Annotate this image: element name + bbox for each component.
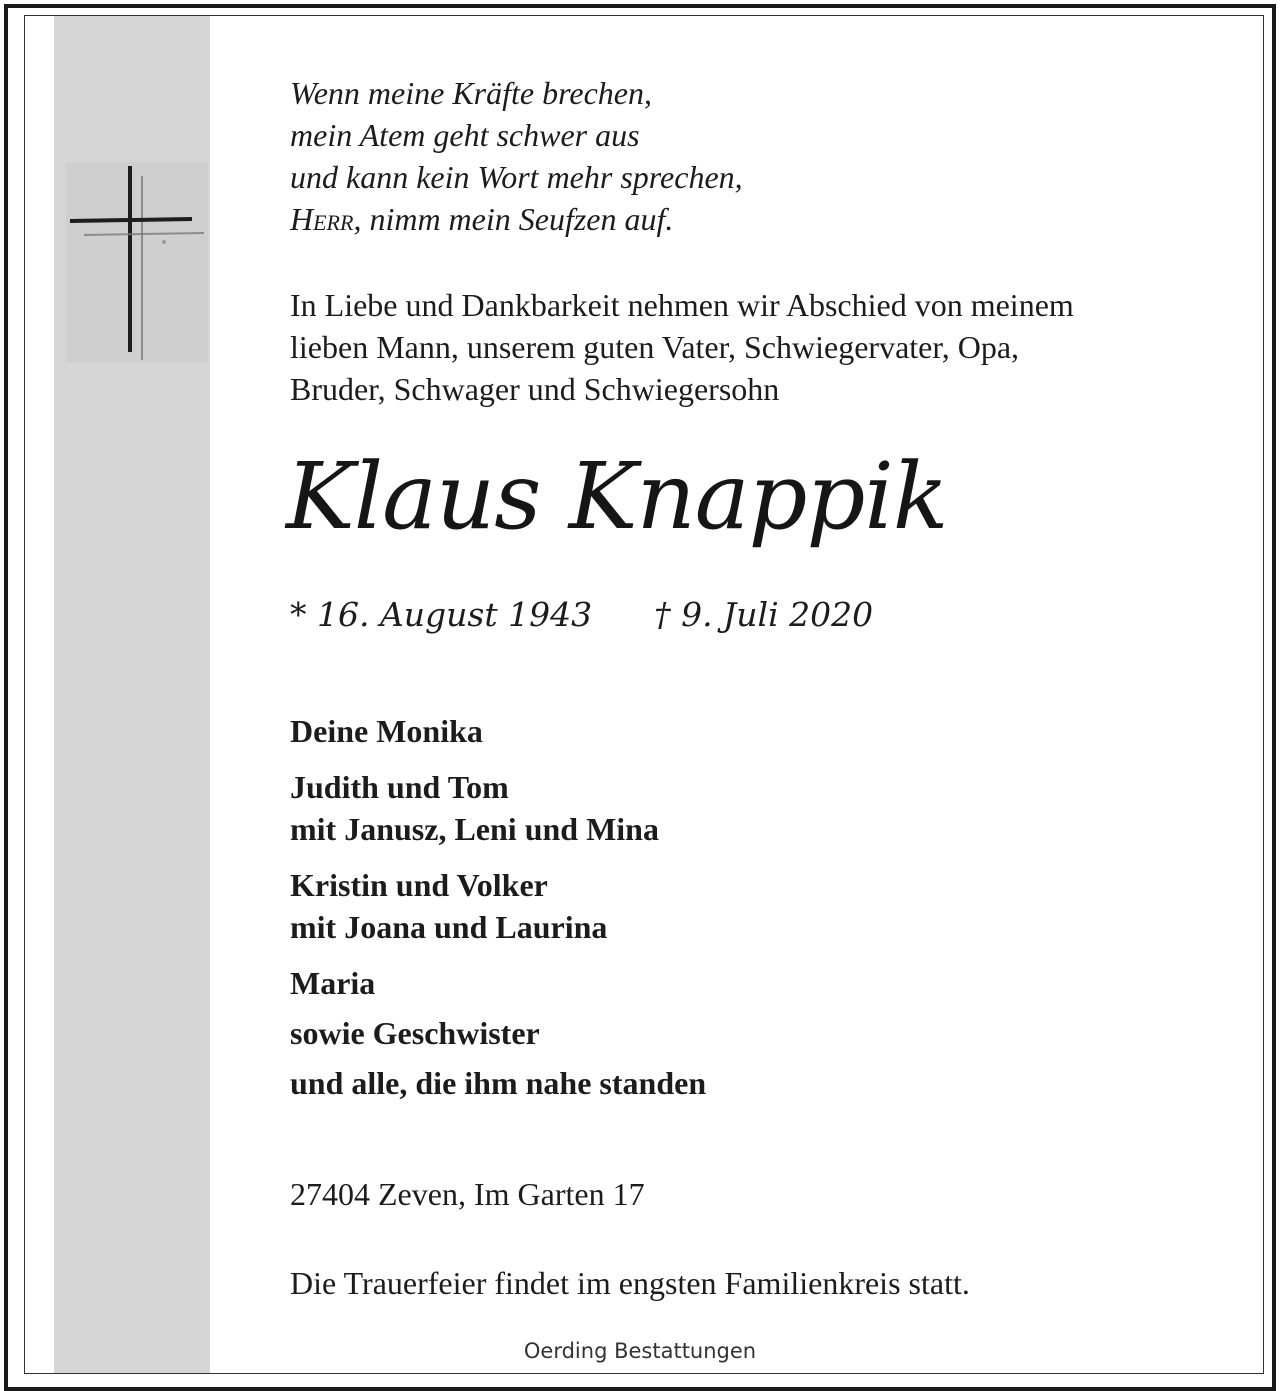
verse-line-4-rest: , nimm mein Seufzen auf. [353, 201, 674, 237]
ceremony-note: Die Trauerfeier findet im engsten Familienkreis statt. [290, 1265, 970, 1301]
verse-line-1: Wenn meine Kräfte brechen, [290, 75, 652, 111]
mourner-group [290, 1062, 706, 1104]
mourner-group [290, 766, 706, 850]
intro-line-3: Bruder, Schwager und Schwiegersohn [290, 371, 780, 407]
mourner-line: Kristin und Volker [290, 867, 548, 903]
life-dates [290, 590, 873, 640]
mourner-line: mit Joana und Laurina [290, 909, 608, 945]
mourner-group [290, 864, 706, 948]
deceased-name: Klaus Knappik [286, 443, 948, 550]
mourner-line: mit Janusz, Leni und Mina [290, 811, 659, 847]
undertaker-name: Oerding Bestattungen [523, 1339, 757, 1363]
mourner-line: Deine Monika [290, 713, 483, 749]
mourner-line: sowie Geschwister [290, 1015, 540, 1051]
intro-text [290, 284, 1074, 410]
verse-line-4 [290, 198, 743, 240]
verse [290, 72, 743, 240]
death-date: † 9. Juli 2020 [654, 595, 874, 634]
intro-line-1: In Liebe und Dankbarkeit nehmen wir Abschied von meinem [290, 287, 1074, 323]
mourners-list [290, 710, 706, 1118]
mourner-line: Judith und Tom [290, 769, 509, 805]
birth-date: * 16. August 1943 [290, 595, 593, 634]
address: 27404 Zeven, Im Garten 17 [290, 1176, 645, 1212]
mourner-line: Maria [290, 965, 376, 1001]
intro-line-2: lieben Mann, unserem guten Vater, Schwiegervater, Opa, [290, 329, 1020, 365]
verse-line-2: mein Atem geht schwer aus [290, 117, 640, 153]
verse-line-3: und kann kein Wort mehr sprechen, [290, 159, 743, 195]
mourner-group [290, 962, 706, 1004]
verse-word-herr: Herr [290, 201, 354, 237]
mourner-group [290, 710, 706, 752]
mourner-line: und alle, die ihm nahe standen [290, 1065, 707, 1101]
mourner-group [290, 1012, 706, 1054]
cross-icon [66, 162, 208, 362]
